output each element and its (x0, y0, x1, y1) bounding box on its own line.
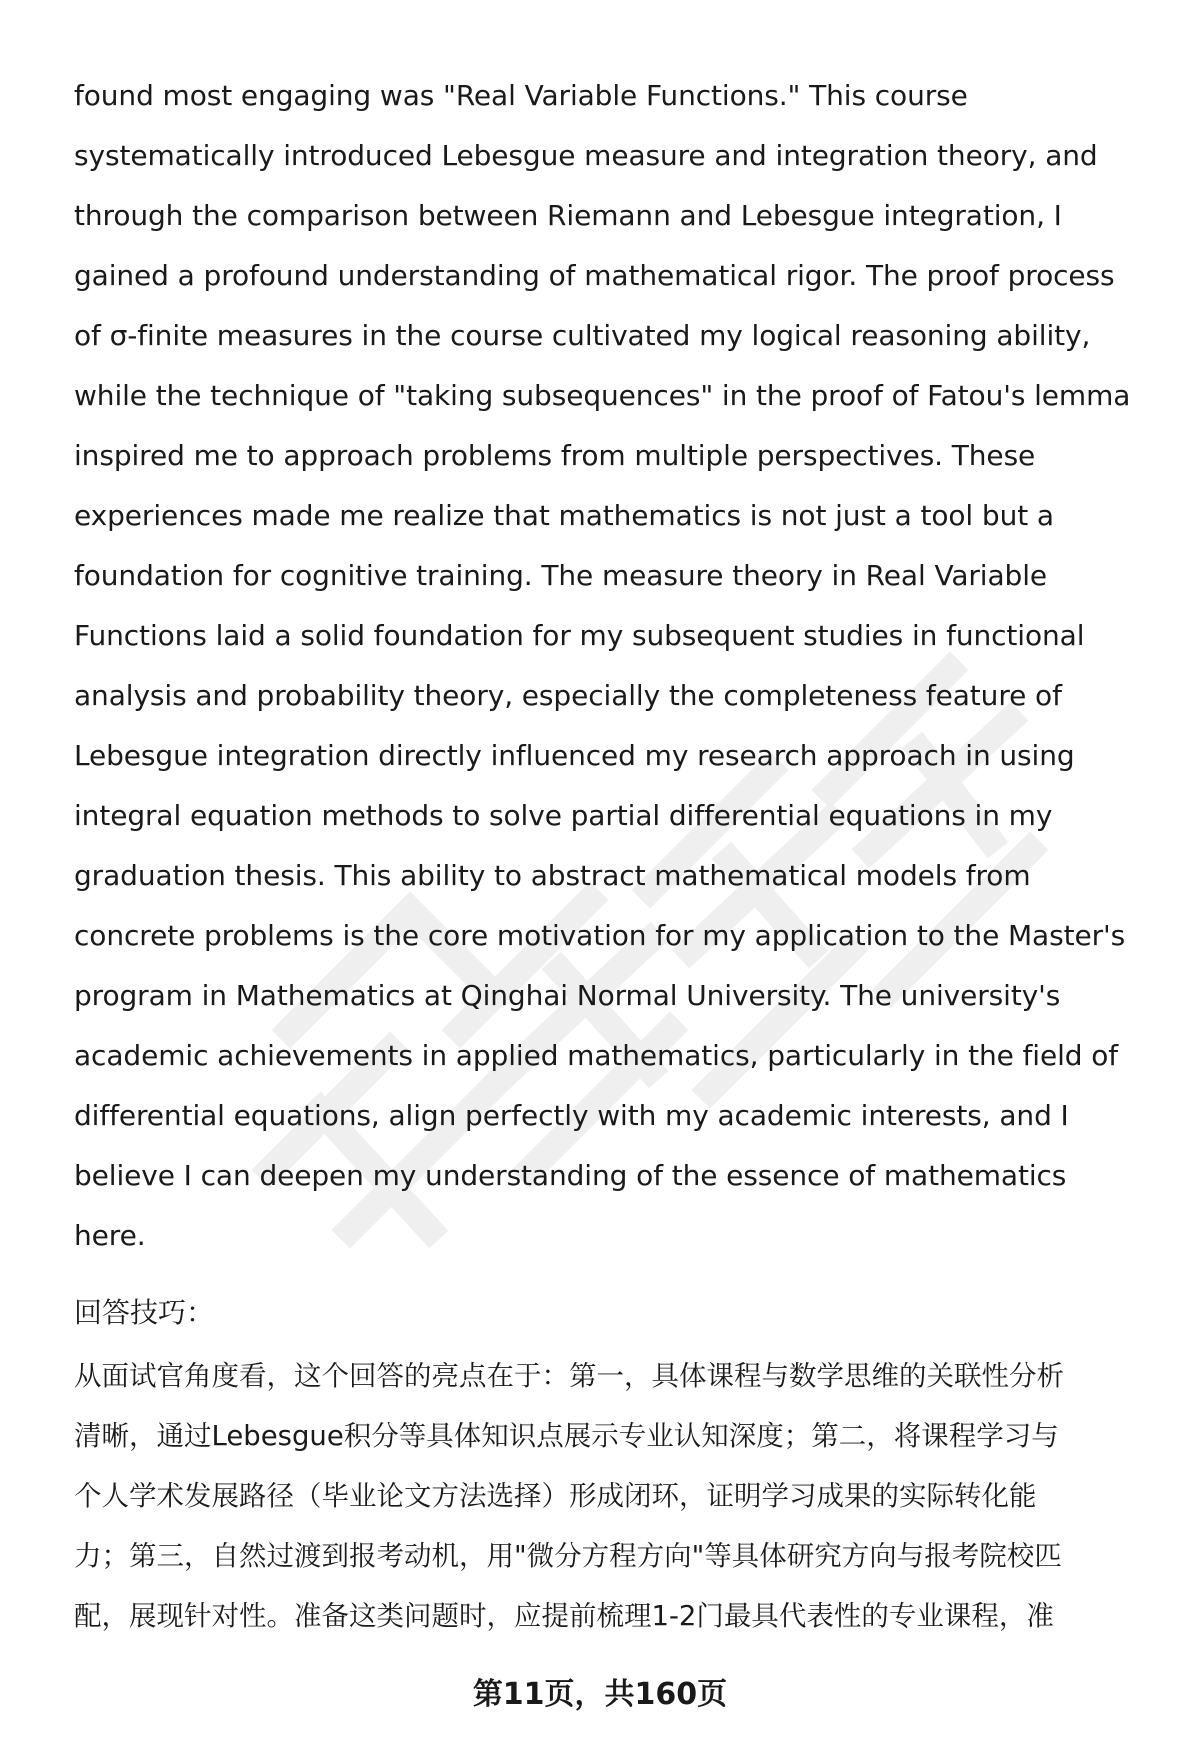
body-line: through the comparison between Riemann and Lebesgue integration, I (74, 199, 1062, 232)
body-line: program in Mathematics at Qinghai Normal University. The university's (74, 979, 1061, 1012)
body-line: while the technique of "taking subsequences" in the proof of Fatou's lemma (74, 379, 1131, 412)
body-line: here. (74, 1219, 146, 1252)
tips-line: 力；第三，自然过渡到报考动机，用"微分方程方向"等具体研究方向与报考院校匹 (74, 1540, 1062, 1572)
tips-line: 清晰，通过Lebesgue积分等具体知识点展示专业认知深度；第二，将课程学习与 (74, 1420, 1059, 1452)
answer-body-text (74, 66, 1174, 1266)
body-line: integral equation methods to solve partial differential equations in my (74, 799, 1053, 832)
tips-heading: 回答技巧： (74, 1296, 215, 1329)
body-line: believe I can deepen my understanding of the essence of mathematics (74, 1159, 1067, 1192)
body-line: analysis and probability theory, especially the completeness feature of (74, 679, 1062, 712)
body-line: systematically introduced Lebesgue measure and integration theory, and (74, 139, 1098, 172)
body-line: foundation for cognitive training. The measure theory in Real Variable (74, 559, 1048, 592)
tips-line: 个人学术发展路径（毕业论文方法选择）形成闭环，证明学习成果的实际转化能 (74, 1480, 1037, 1512)
page-number-footer: 第11页，共160页 (472, 1677, 728, 1712)
body-line: concrete problems is the core motivation for my application to the Master's (74, 919, 1126, 952)
body-line: gained a profound understanding of mathematical rigor. The proof process (74, 259, 1115, 292)
body-line: academic achievements in applied mathematics, particularly in the field of (74, 1039, 1119, 1072)
body-line: experiences made me realize that mathematics is not just a tool but a (74, 499, 1054, 532)
body-line: of σ-finite measures in the course cultivated my logical reasoning ability, (74, 319, 1091, 352)
body-line: inspired me to approach problems from multiple perspectives. These (74, 439, 1036, 472)
body-line: differential equations, align perfectly with my academic interests, and I (74, 1099, 1069, 1132)
tips-line: 从面试官角度看，这个回答的亮点在于：第一，具体课程与数学思维的关联性分析 (74, 1360, 1064, 1392)
body-line: Functions laid a solid foundation for my subsequent studies in functional (74, 619, 1085, 652)
tips-body-text (74, 1346, 1174, 1646)
body-line: Lebesgue integration directly influenced my research approach in using (74, 739, 1075, 772)
body-line: graduation thesis. This ability to abstract mathematical models from (74, 859, 1031, 892)
body-line: found most engaging was "Real Variable Functions." This course (74, 79, 968, 112)
tips-line: 配，展现针对性。准备这类问题时，应提前梳理1-2门最具代表性的专业课程，准 (74, 1600, 1054, 1632)
